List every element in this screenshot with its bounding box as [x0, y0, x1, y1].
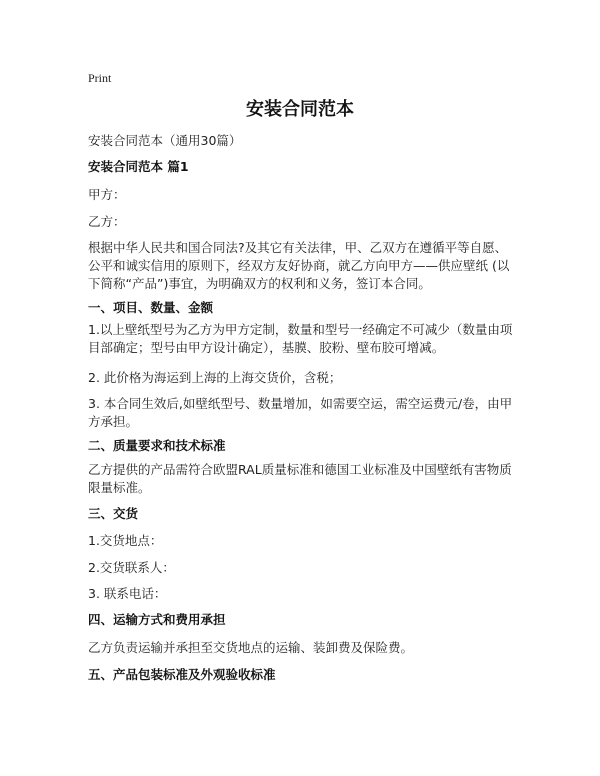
section-item: 2.交货联系人：	[88, 560, 175, 575]
print-link[interactable]: Print	[88, 71, 112, 85]
section-item: 1.交货地点：	[88, 533, 163, 548]
party-b-line: 乙方：	[88, 214, 126, 229]
article-heading: 安装合同范本 篇1	[88, 159, 189, 174]
section-item: 乙方提供的产品需符合欧盟RAL质量标准和德国工业标准及中国壁纸有害物质限量标准。	[88, 462, 512, 495]
section-heading: 二、质量要求和技术标准	[88, 438, 226, 453]
section-heading: 一、项目、数量、金额	[88, 300, 214, 315]
party-a-line: 甲方：	[88, 187, 126, 202]
section-heading: 五、产品包装标准及外观验收标准	[88, 667, 276, 682]
section-item: 3. 本合同生效后,如壁纸型号、数量增加，如需要空运，需空运费元/卷，由甲方承担。	[88, 396, 513, 429]
section-item: 乙方负责运输并承担至交货地点的运输、装卸费及保险费。	[88, 640, 414, 655]
section-heading: 四、运输方式和费用承担	[88, 612, 226, 627]
section-item: 3. 联系电话：	[88, 586, 167, 601]
document-subtitle: 安装合同范本（通用30篇）	[88, 133, 242, 148]
intro-paragraph: 根据中华人民共和国合同法?及其它有关法律，甲、乙双方在遵循平等自愿、公平和诚实信用的原则下，经双方友好协商，就乙方向甲方——供应壁纸 (以下简称“产品”)事宜，为明确双方的权利和义务，签订本合同。	[88, 240, 510, 291]
document-title: 安装合同范本	[246, 99, 354, 120]
section-item: 1.以上壁纸型号为乙方为甲方定制，数量和型号一经确定不可减少（数量由项目部确定；型号由甲方设计确定），基膜、胶粉、壁布胶可增减。	[88, 322, 513, 355]
section-item: 2. 此价格为海运到上海的上海交货价，含税；	[88, 370, 342, 385]
section-heading: 三、交货	[88, 506, 139, 521]
